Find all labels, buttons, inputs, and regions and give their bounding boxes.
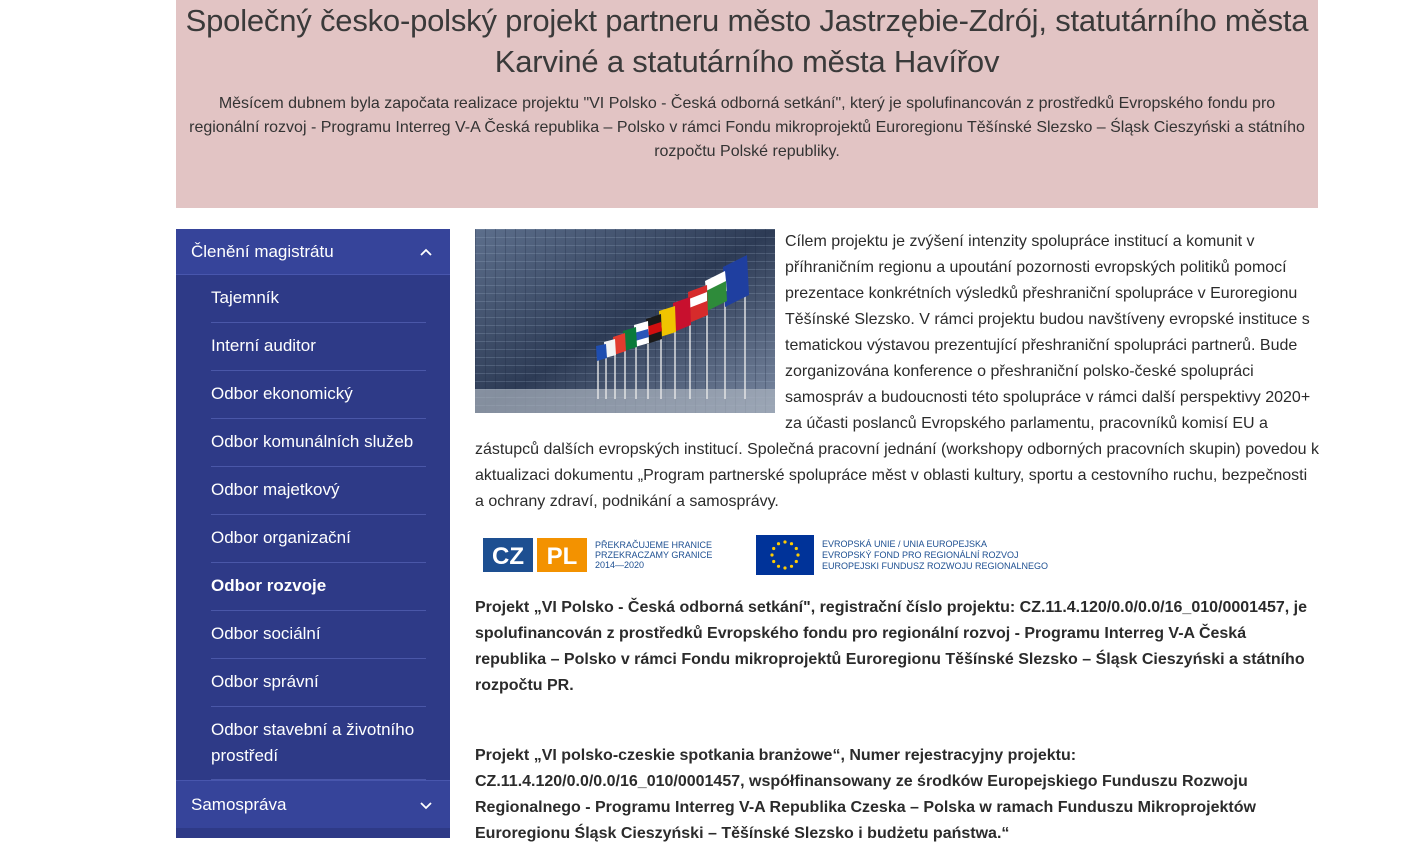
sidebar-item-odbor-majetkovy[interactable]: Odbor majetkový [211,467,426,515]
sidebar [176,229,450,838]
sidebar-item-odbor-ekonomicky[interactable]: Odbor ekonomický [211,371,426,419]
eu-logo-line3: EUROPEJSKI FUNDUSZ ROZWOJU REGIONALNEGO [822,561,1049,571]
sidebar-item-odbor-rozvoje[interactable]: Odbor rozvoje [211,563,426,611]
sidebar-section-header[interactable] [176,229,450,275]
czpl-logo-line3: 2014—2020 [595,560,645,570]
eu-flags-photo [475,229,775,413]
project-info-pl: Projekt „VI polsko-czeskie spotkania branżowe“, Numer rejestracyjny projektu: CZ.11.4.120/0.0/0.0/16_010/0001457, współfinansowany ze środków Europejskiego Funduszu Rozwoju Regionalnego - Programu Interreg V-A Republika Czeska – Polska w ramach Funduszu Mikroprojektów Euroregionu Śląsk Cieszyński – Těšínské Slezsko i budżetu państwa.“ [475,747,1256,842]
sidebar-item-odbor-stavebni[interactable]: Odbor stavební a životního prostředí [211,707,426,780]
page-title: Společný česko-polský projekt partneru město Jastrzębie-Zdrój, statutárního města Karviné a statutárního města Havířov [185,3,1309,79]
sidebar-section-label: Samospráva [191,794,287,814]
czpl-logo-cz: CZ [492,543,524,570]
sidebar-menu [176,275,450,780]
chevron-down-icon[interactable] [418,797,434,813]
sidebar-section-label: Členění magistrátu [191,241,334,261]
project-description: Cílem projektu je zvýšení intenzity spolupráce institucí a komunit v příhraničním regionu a upoutání pozornosti evropských politiků pomocí prezentace konkrétních výsledků přeshraniční spolupráce v Euroregionu Těšínské Slezsko. V rámci projektu budou navštíveny evropské instituce s tematickou výstavou prezentující přeshraniční spolupráci partnerů. Bude zorganizována konference o přeshraniční polsko-české spolupráci samospráv a budoucnosti této spolupráce v rámci další perspektivy 2020+ za účasti poslanců Evropského parlamentu, pracovníků komisí EU a zástupců dalších evropských institucí. Společná pracovní jednání (workshopy odborných pracovních skupin) povedou k aktualizaci dokumentu „Program partnerské spolupráce měst v oblasti kultury, sportu a cestovního ruchu, bezpečnosti a ochrany zdraví, podnikání a samosprávy. [475,233,1320,510]
sidebar-item-tajemnik[interactable]: Tajemník [211,275,426,323]
sidebar-item-odbor-komunalnich-sluzeb[interactable]: Odbor komunálních služeb [211,419,426,467]
section-spacer [475,699,1320,743]
eu-logo [756,533,1076,577]
page-header [176,0,1318,208]
czpl-logo-line1: PŘEKRAČUJEME HRANICE [595,540,713,550]
eu-logo-line1: EVROPSKÁ UNIE / UNIA EUROPEJSKA [822,539,988,549]
sidebar-section-samosprava[interactable] [176,780,450,828]
czpl-logo-line2: PRZEKRACZAMY GRANICE [595,550,713,560]
sidebar-item-odbor-socialni[interactable]: Odbor sociální [211,611,426,659]
sidebar-item-odbor-organizacni[interactable]: Odbor organizační [211,515,426,563]
chevron-up-icon[interactable] [418,244,434,260]
page-lead: Měsícem dubnem byla započata realizace projektu "VI Polsko - Česká odborná setkání", který je spolufinancován z prostředků Evropského fondu pro regionální rozvoj - Programu Interreg V-A Česká republika – Polsko v rámci Fondu mikroprojektů Euroregionu Těšínské Slezsko – Śląsk Cieszyński a státního rozpočtu Polské republiky. [189,95,1305,160]
sidebar-item-odbor-spravni[interactable]: Odbor správní [211,659,426,707]
sidebar-item-interni-auditor[interactable]: Interní auditor [211,323,426,371]
main-content [475,229,1320,847]
eu-logo-line2: EVROPSKÝ FOND PRO REGIONÁLNÍ ROZVOJ [822,550,1019,560]
czpl-logo-pl: PL [546,543,578,570]
logo-strip [475,533,1320,577]
project-info-cz: Projekt „VI Polsko - Česká odborná setkání", registrační číslo projektu: CZ.11.4.120/0.0/0.0/16_010/0001457, je spolufinancován z prostředků Evropského fondu pro regionální rozvoj - Programu Interreg V-A Česká republika – Polsko v rámci Fondu mikroprojektů Euroregionu Těšínské Slezsko – Śląsk Cieszyński a státního rozpočtu PR. [475,599,1307,694]
czpl-logo [483,533,743,577]
